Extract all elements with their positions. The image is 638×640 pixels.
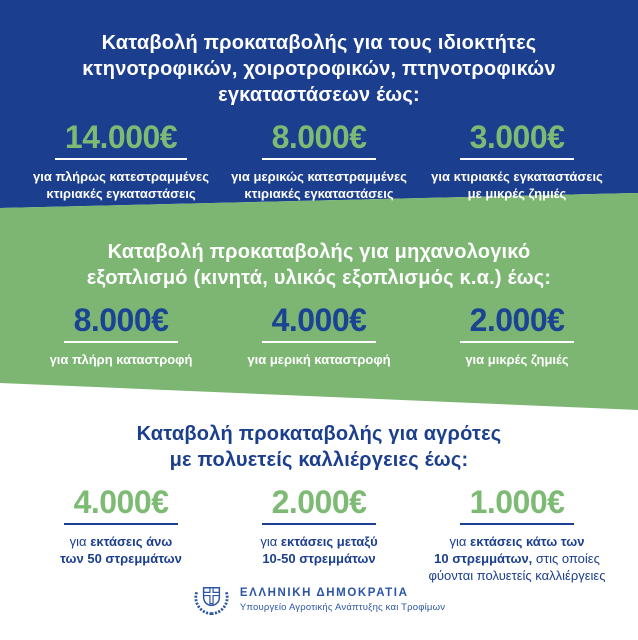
amount-item bbox=[220, 484, 418, 584]
amount-value: 1.000€ bbox=[460, 484, 575, 525]
amount-description: για πλήρη καταστροφή bbox=[49, 352, 193, 367]
section-livestock-buildings bbox=[0, 30, 638, 202]
amounts-row bbox=[0, 302, 638, 368]
footer-text bbox=[240, 586, 445, 614]
amount-value: 4.000€ bbox=[262, 302, 377, 343]
org-name: ΕΛΛΗΝΙΚΗ ΔΗΜΟΚΡΑΤΙΑ bbox=[239, 587, 409, 599]
amount-item bbox=[220, 119, 418, 202]
title-line: Καταβολή προκαταβολής για αγρότες bbox=[136, 423, 502, 445]
amounts-row bbox=[0, 484, 638, 584]
title-line: Καταβολή προκαταβολής για μηχανολογικό bbox=[107, 241, 531, 263]
amount-description: για μερική καταστροφή bbox=[247, 352, 391, 367]
section-title bbox=[0, 421, 638, 473]
title-line: εγκαταστάσεων έως: bbox=[218, 84, 420, 106]
section-machinery-equipment bbox=[0, 239, 638, 368]
amount-value: 8.000€ bbox=[64, 302, 179, 343]
amount-value: 2.000€ bbox=[460, 302, 575, 343]
amount-description: για εκτάσεις μεταξύ 10-50 στρεμμάτων bbox=[260, 534, 378, 566]
amounts-row bbox=[0, 119, 638, 202]
title-line: κτηνοτροφικών, χοιροτροφικών, πτηνοτροφικών bbox=[82, 58, 556, 80]
amount-description: για μικρές ζημιές bbox=[465, 352, 569, 367]
amount-item bbox=[418, 119, 616, 202]
amount-item bbox=[418, 302, 616, 368]
section-title bbox=[0, 239, 638, 291]
title-line: με πολυετείς καλλιέργειες έως: bbox=[169, 449, 469, 471]
hellenic-republic-coat-of-arms-icon bbox=[193, 579, 230, 621]
amount-description: για μερικώς κατεστραμμένες κτιριακές εγκαταστάσεις bbox=[231, 169, 407, 201]
amount-item bbox=[22, 119, 220, 202]
section-title bbox=[0, 30, 638, 108]
amount-description: για κτιριακές εγκαταστάσεις με μικρές ζημιές bbox=[431, 169, 603, 201]
amount-item bbox=[22, 302, 220, 368]
amount-item bbox=[418, 484, 616, 584]
ministry-name: Υπουργείο Αγροτικής Ανάπτυξης και Τροφίμων bbox=[239, 602, 446, 613]
amount-item bbox=[22, 484, 220, 584]
amount-item bbox=[220, 302, 418, 368]
amount-description: για πλήρως κατεστραμμένες κτιριακές εγκαταστάσεις bbox=[33, 169, 209, 201]
title-line: εξοπλισμό (κινητά, υλικός εξοπλισμός κ.α.) έως: bbox=[86, 267, 552, 289]
amount-value: 8.000€ bbox=[262, 119, 377, 160]
amount-value: 14.000€ bbox=[55, 119, 187, 160]
amount-value: 4.000€ bbox=[64, 484, 179, 525]
amount-description: για εκτάσεις άνω των 50 στρεμμάτων bbox=[60, 534, 182, 566]
title-line: Καταβολή προκαταβολής για τους ιδιοκτήτες bbox=[101, 32, 537, 54]
footer-logo bbox=[0, 579, 638, 621]
section-farmers-perennial-crops bbox=[0, 421, 638, 584]
amount-value: 2.000€ bbox=[262, 484, 377, 525]
amount-value: 3.000€ bbox=[460, 119, 575, 160]
amount-description: για εκτάσεις κάτω των 10 στρεμμάτων, στις οποίες φύονται πολυετείς καλλιέργειες bbox=[428, 534, 606, 583]
